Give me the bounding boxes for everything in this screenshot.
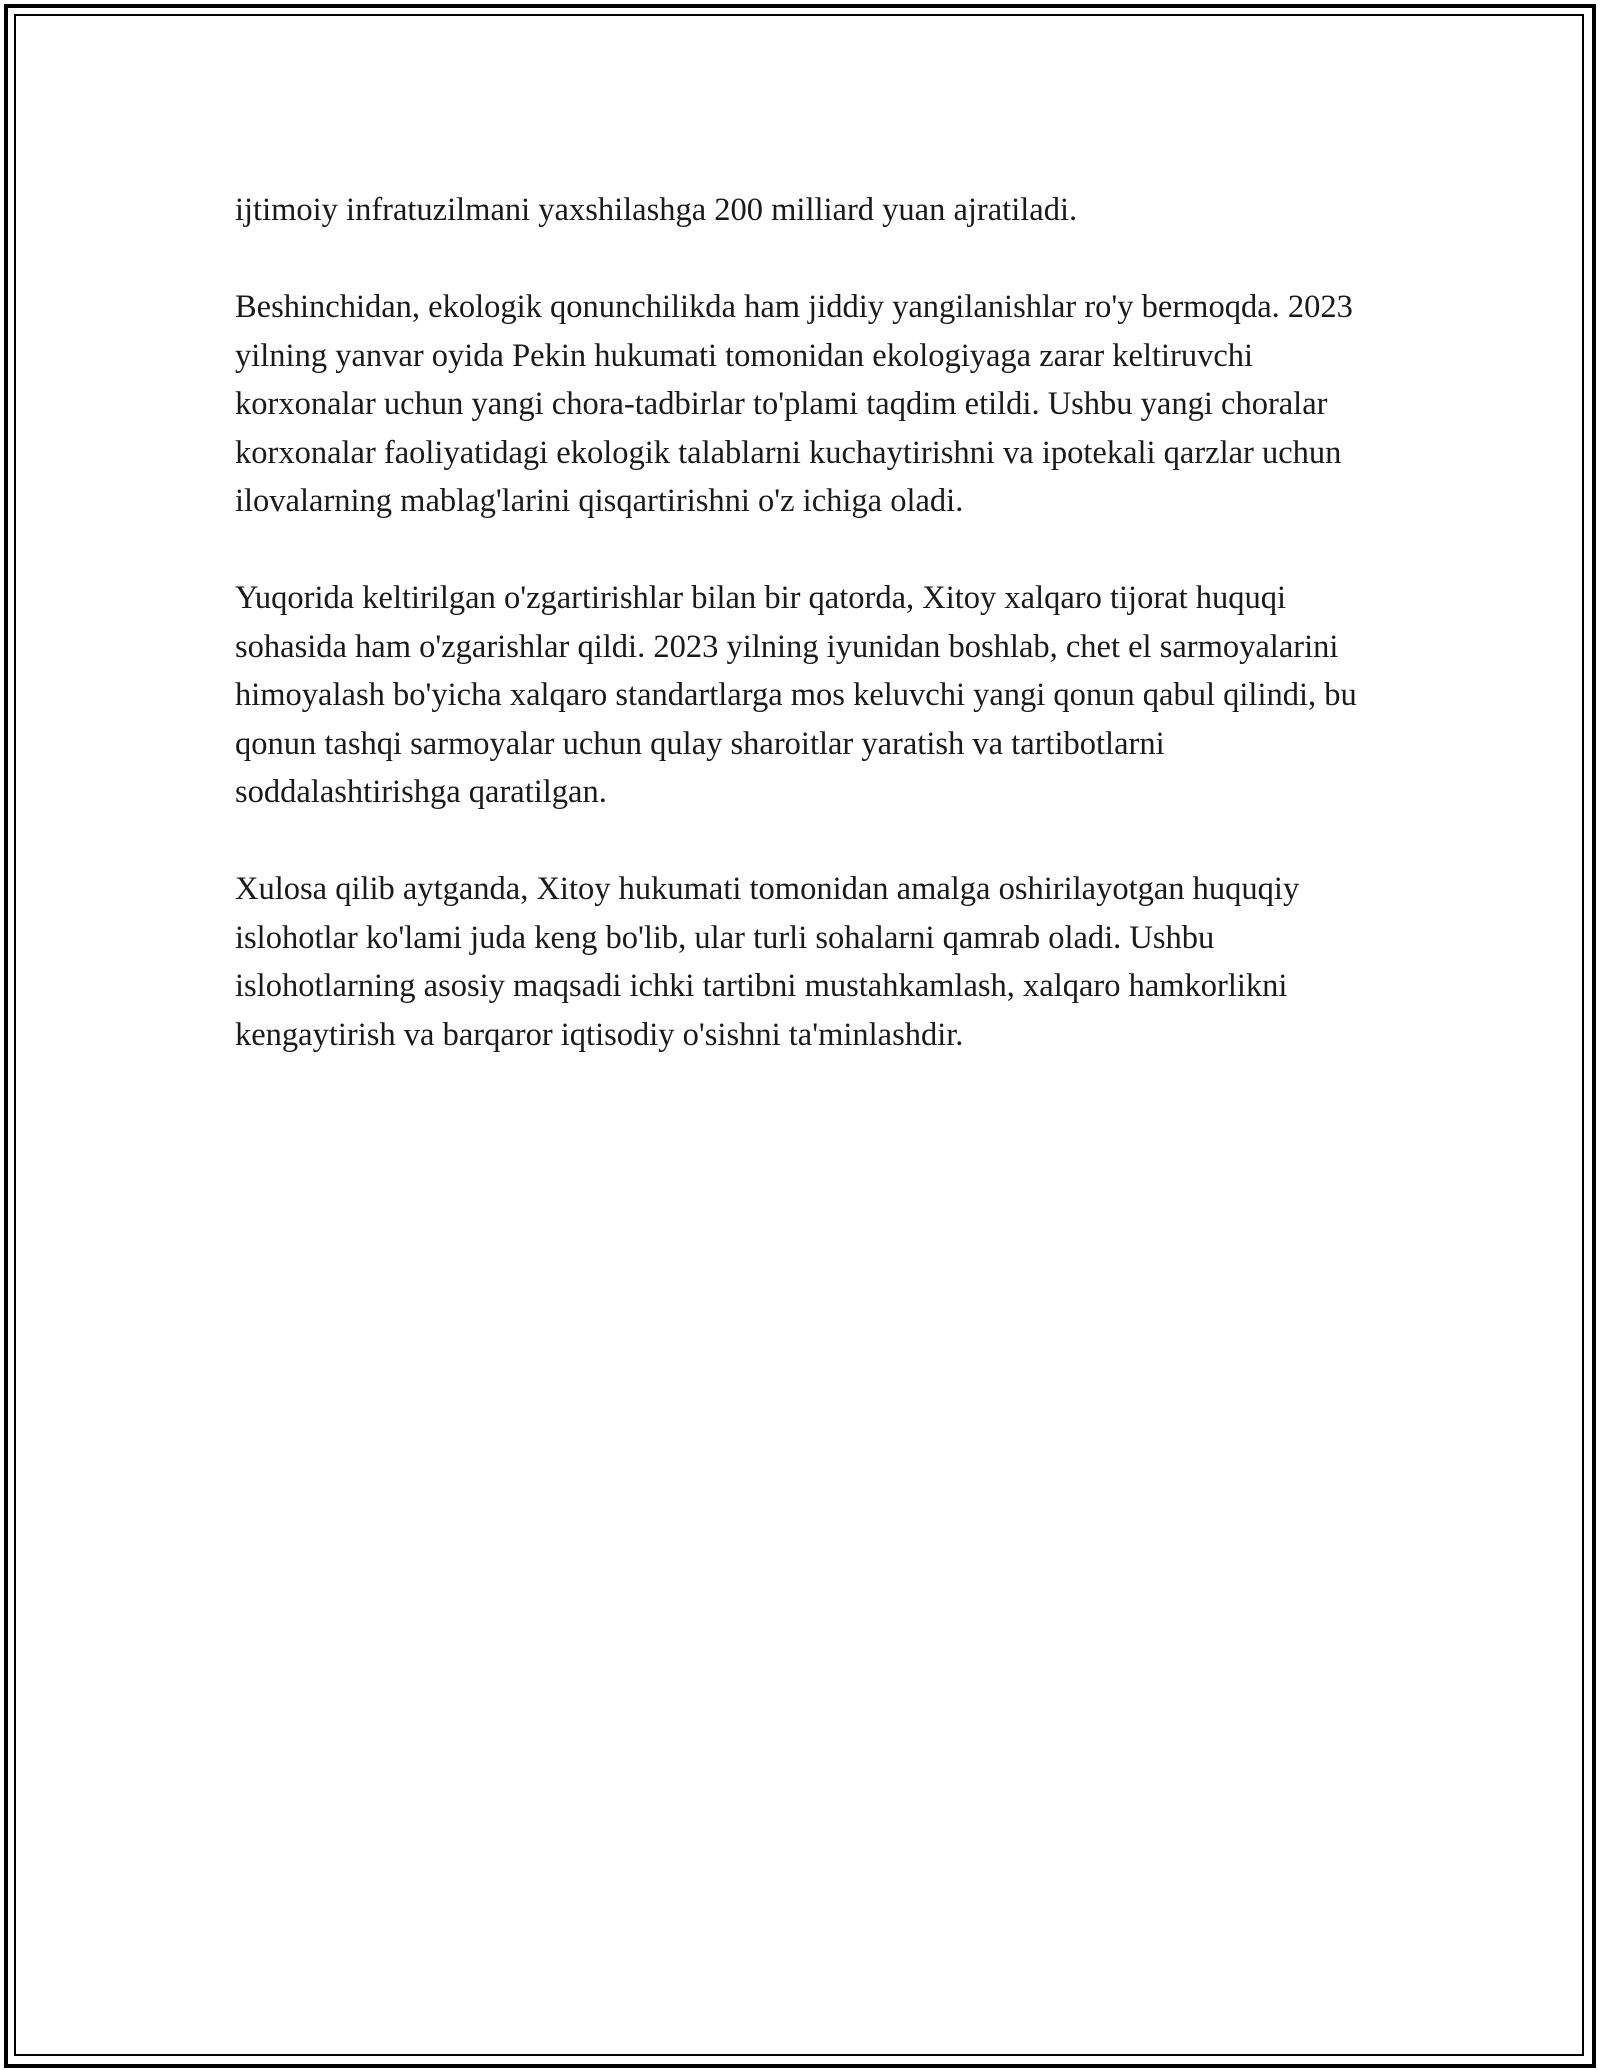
paragraph-3: Yuqorida keltirilgan o'zgartirishlar bilan bir qatorda, Xitoy xalqaro tijorat huquqi sohasida ham o'zgarishlar qildi. 2023 yilning iyunidan boshlab, chet el sarmoyalarini himoyalash bo'yicha xalqaro standartlarga mos keluvchi yangi qonun qabul qilindi, bu qonun tashqi sarmoyalar uchun qulay sharoitlar yaratish va tartibotlarni soddalashtirishga qaratilgan. bbox=[235, 580, 1357, 810]
paragraph-4: Xulosa qilib aytganda, Xitoy hukumati tomonidan amalga oshirilayotgan huquqiy islohotlar ko'lami juda keng bo'lib, ular turli sohalarni qamrab oladi. Ushbu islohotlarning asosiy maqsadi ichki tartibni mustahkamlash, xalqaro hamkorlikni kengaytirish va barqaror iqtisodiy o'sishni ta'minlashdir. bbox=[235, 871, 1300, 1053]
paragraph-1: ijtimoiy infratuzilmani yaxshilashga 200 milliard yuan ajratiladi. bbox=[235, 192, 1078, 228]
document-body bbox=[235, 186, 1385, 1108]
paragraph-2: Beshinchidan, ekologik qonunchilikda ham jiddiy yangilanishlar ro'y bermoqda. 2023 yilning yanvar oyida Pekin hukumati tomonidan ekologiyaga zarar keltiruvchi korxonalar uchun yangi chora-tadbirlar to'plami taqdim etildi. Ushbu yangi choralar korxonalar faoliyatidagi ekologik talablarni kuchaytirishni va ipotekali qarzlar uchun ilovalarning mablag'larini qisqartirishni o'z ichiga oladi. bbox=[235, 289, 1353, 519]
